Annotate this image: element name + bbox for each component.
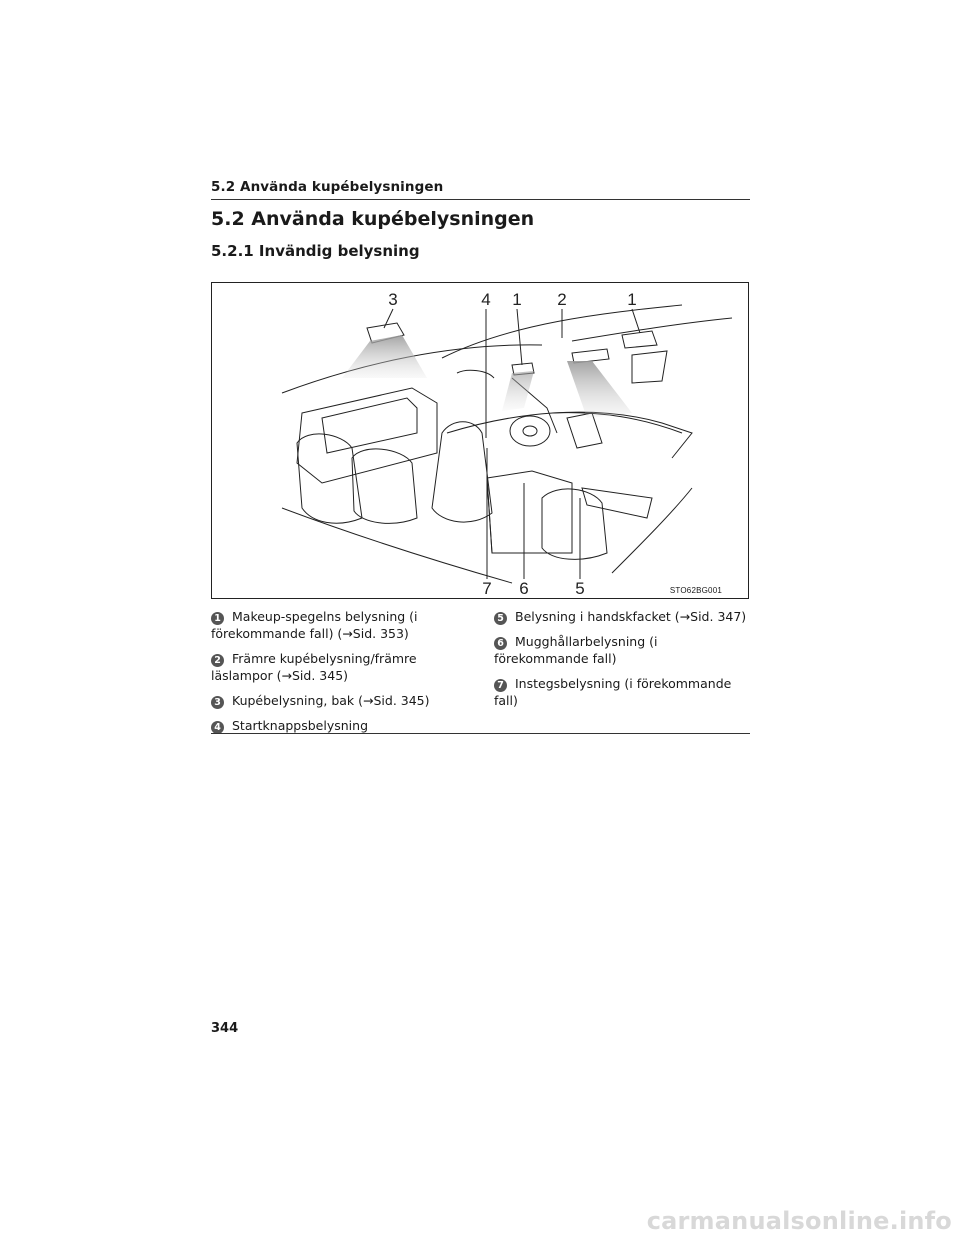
legend-text: Startknappsbelysning	[232, 718, 368, 733]
number-badge: 7	[494, 679, 507, 692]
legend-item	[211, 717, 476, 734]
legend-item	[494, 633, 752, 667]
callout-1a: 1	[512, 290, 522, 309]
bottom-rule	[211, 733, 750, 734]
subsection-title: 5.2.1 Invändig belysning	[211, 242, 420, 260]
running-head: 5.2 Använda kupébelysningen	[211, 179, 750, 200]
legend-item	[494, 608, 752, 625]
interior-lighting-illustration	[211, 282, 749, 599]
page-number: 344	[211, 1021, 239, 1036]
legend-item	[211, 608, 476, 642]
number-badge: 1	[211, 612, 224, 625]
callout-6: 6	[519, 579, 529, 598]
callout-4: 4	[481, 290, 491, 309]
number-badge: 3	[211, 696, 224, 709]
legend-text: Makeup-spegelns belysning (i förekommande fall) (→Sid. 353)	[211, 609, 418, 641]
legend-text: Mugghållarbelysning (i förekommande fall)	[494, 634, 658, 666]
number-badge: 5	[494, 612, 507, 625]
callout-7: 7	[482, 579, 492, 598]
legend-right	[494, 608, 752, 717]
watermark: carmanualsonline.info	[646, 1207, 952, 1235]
legend-item	[494, 675, 752, 709]
number-badge: 2	[211, 654, 224, 667]
number-badge: 6	[494, 637, 507, 650]
legend-text: Belysning i handskfacket (→Sid. 347)	[515, 609, 747, 624]
callout-5: 5	[575, 579, 585, 598]
number-badge: 4	[211, 721, 224, 734]
legend-item	[211, 650, 476, 684]
figure-code: STO62BG001	[669, 586, 722, 595]
legend-text: Kupébelysning, bak (→Sid. 345)	[232, 693, 430, 708]
callout-1b: 1	[627, 290, 637, 309]
legend-text: Främre kupébelysning/främre läslampor (→Sid. 345)	[211, 651, 417, 683]
legend-text: Instegsbelysning (i förekommande fall)	[494, 676, 732, 708]
car-interior-drawing	[212, 283, 749, 599]
legend-left	[211, 608, 476, 742]
section-title: 5.2 Använda kupébelysningen	[211, 208, 535, 230]
callout-2: 2	[557, 290, 567, 309]
callout-3: 3	[388, 290, 398, 309]
legend-item	[211, 692, 476, 709]
